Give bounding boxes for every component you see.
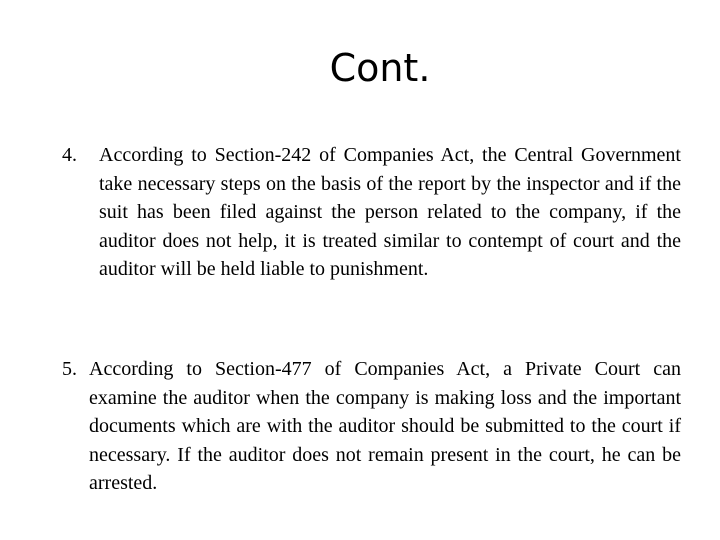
item-number: 5. — [62, 358, 77, 380]
list-item-text: According to Section-242 of Companies Act, the Central Government take necessary steps on the basis of the report by the inspector and if the suit has been filed against the person related to the company, if the auditor does not help, it is treated similar to contempt of court and the auditor will be held liable to punishment. — [99, 144, 681, 281]
item-number: 4. — [62, 144, 77, 166]
slide-title: Cont. — [329, 46, 431, 90]
list-item-text: According to Section-477 of Companies Act, a Private Court can examine the auditor when the company is making loss and the important documents which are with the auditor should be submitted to the court if necessary. If the auditor does not remain present in the court, he can be arrested. — [89, 358, 681, 495]
